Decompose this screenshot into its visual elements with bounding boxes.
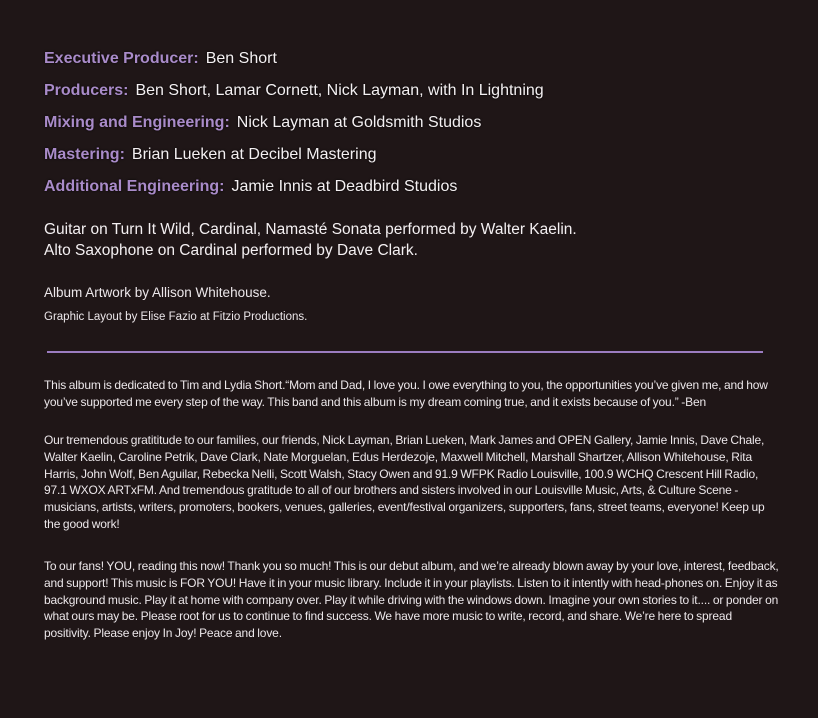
guitar-credit: Guitar on Turn It Wild, Cardinal, Namasté Sonata performed by Walter Kaelin. — [44, 221, 577, 238]
dedication-paragraph: This album is dedicated to Tim and Lydia Short.“Mom and Dad, I love you. I owe everything to you, the opportunities you’ve given me, and how you’ve supported me every step of the way. This band and this album is my dream coming true, and it exists because of you.” -Ben — [44, 378, 768, 409]
credit-name: Ben Short — [205, 50, 277, 67]
performer-credits — [44, 219, 784, 261]
credit-mixing-engineering — [44, 112, 784, 144]
credit-role: Additional Engineering: — [44, 178, 225, 195]
saxophone-credit: Alto Saxophone on Cardinal performed by Dave Clark. — [44, 242, 418, 259]
section-divider — [47, 351, 763, 353]
fans-paragraph: To our fans! YOU, reading this now! Thank you so much! This is our debut album, and we’re already blown away by your love, interest, feedback, and support! This music is FOR YOU! Have it in your music library. Include it in your playlists. Listen to it intently with head-phones on. Enjoy it as background music. Play it at home with company over. Play it while driving with the windows down. Imagine your own stories to it.... or ponder on what ours may be. Please root for us to continue to find success. We have more music to write, record, and share. We’re here to spread positivity. Please enjoy In Joy! Peace and love. — [44, 559, 779, 641]
credit-producers — [44, 80, 784, 112]
credit-role: Executive Producer: — [44, 50, 199, 67]
credit-role: Mixing and Engineering: — [44, 114, 230, 131]
gratitude-paragraph: Our tremendous gratititude to our families, our friends, Nick Layman, Brian Lueken, Mark James and OPEN Gallery, Jamie Innis, Dave Chale, Walter Kaelin, Caroline Petrik, Dave Clark, Nate Morguelan, Edus Herdezoje, Maxwell Mitchell, Marshall Shartzer, Allison Whitehouse, Rita Harris, John Wolf, Ben Aguilar, Rebecka Nelli, Scott Walsh, Stacy Owen and 91.9 WFPK Radio Louisville, 100.9 WCHQ Crescent Hill Radio, 97.1 WXOX ARTxFM. And tremendous gratitude to all of our brothers and sisters involved in our Louisville Music, Arts, & Culture Scene - musicians, artists, writers, promoters, bookers, venues, galleries, event/festival organizers, supporters, fans, street teams, everyone! Keep up the good work! — [44, 433, 765, 531]
credit-name: Nick Layman at Goldsmith Studios — [236, 114, 482, 131]
credit-executive-producer — [44, 48, 784, 80]
credit-mastering — [44, 144, 784, 176]
credit-name: Ben Short, Lamar Cornett, Nick Layman, with In Lightning — [135, 82, 544, 99]
credit-additional-engineering — [44, 176, 784, 208]
credit-role: Mastering: — [44, 146, 125, 163]
artwork-credit: Album Artwork by Allison Whitehouse. — [44, 285, 271, 300]
credit-name: Brian Lueken at Decibel Mastering — [131, 146, 377, 163]
graphic-layout-credit: Graphic Layout by Elise Fazio at Fitzio Productions. — [44, 311, 308, 323]
credit-name: Jamie Innis at Deadbird Studios — [231, 178, 458, 195]
credit-role: Producers: — [44, 82, 129, 99]
credits-list — [44, 48, 784, 208]
